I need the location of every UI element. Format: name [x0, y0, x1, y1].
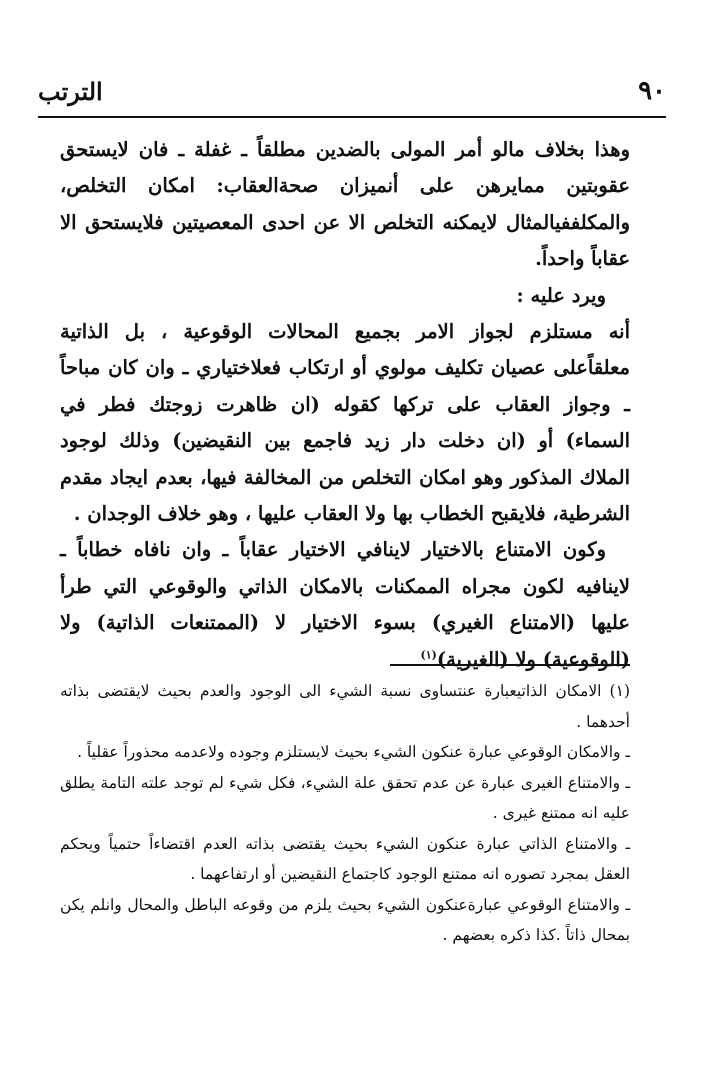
footnote-5: ـ والامتناع الوقوعي عبارةعنكون الشيء بحيث يلزم من وقوعه الباطل والمحال وانلم يكن بمحال ذاتاً .كذا ذكره بعضهم . [60, 895, 630, 944]
paragraph-3: أنه مستلزم لجواز الامر بجميع المحالات الوقوعية ، بل الذاتية معلقاًعلى عصيان تكليف مولوي أو ارتكاب فعلاختياري ـ وان كان مباحاً ـ وجواز العقاب على تركها كقوله (ان ظاهرت زوجتك فطر في السماء) أو (ان دخلت دار زيد فاجمع بين النقيضين) وذلك لوجود الملاك المذكور وهو امكان التخلص من المخالفة فيها، بعدم ايجاد مقدم الشرطية، فلايقبح الخطاب بها ولا العقاب عليها ، وهو خلاف الوجدان . [60, 320, 630, 526]
footnote-4: ـ والامتناع الذاتي عبارة عنكون الشيء بحيث يقتضى بذاته العدم اقتضاءاً حتمياً ويحكم العقل بمجرد تصوره انه ممتنع الوجود كاجتماع النقيضين أو ارتفاعهما . [60, 834, 630, 883]
footnote-1: (١) الامكان الذاتيعبارة عنتساوى نسبة الشيء الى الوجود والعدم بحيث لايقتضى بذاته أحدهما . [60, 682, 630, 731]
paragraph-4-text: وكون الامتناع بالاختيار لاينافي الاختيار عقاباً ـ وان نافاه خطاباً ـ لاينافيه لكون مجراه الممكنات بالامكان الذاتي والوقوعي التي طرأ عليها (الامتناع الغيري) بسوء الاختيار لا (الممتنعات الذاتية) ولا (الوقوعية) ولا (الغيرية) [60, 538, 630, 671]
running-title: الترتب [38, 77, 103, 106]
footnote-reference: (١) [420, 648, 437, 662]
paragraph-4 [60, 532, 630, 678]
page-header [38, 70, 666, 104]
paragraph-2: ويرد عليه : [516, 283, 606, 307]
footnote-3: ـ والامتناع الغيرى عبارة عن عدم تحقق علة الشيء، فكل شيء لم توجد علته التامة يطلق عليه انه ممتنع غيرى . [60, 773, 630, 822]
main-text [60, 132, 630, 678]
header-divider [38, 116, 666, 118]
paragraph-1: وهذا بخلاف مالو أمر المولى بالضدين مطلقاً ـ غفلة ـ فان لايستحق عقوبتين ممايرهن على أنميزان صحةالعقاب: امكان التخلص، والمكلففيالمثال لايمكنه التخلص الا عن احدى المعصيتين فلايستحق الا عقاباً واحداً. [60, 138, 630, 271]
footnotes [60, 676, 630, 951]
footnote-2: ـ والامكان الوقوعي عبارة عنكون الشيء بحيث لايستلزم وجوده ولاعدمه محذوراً عقلياً . [77, 743, 630, 761]
page-number: ٩٠ [638, 76, 666, 106]
footnote-divider [390, 664, 630, 666]
